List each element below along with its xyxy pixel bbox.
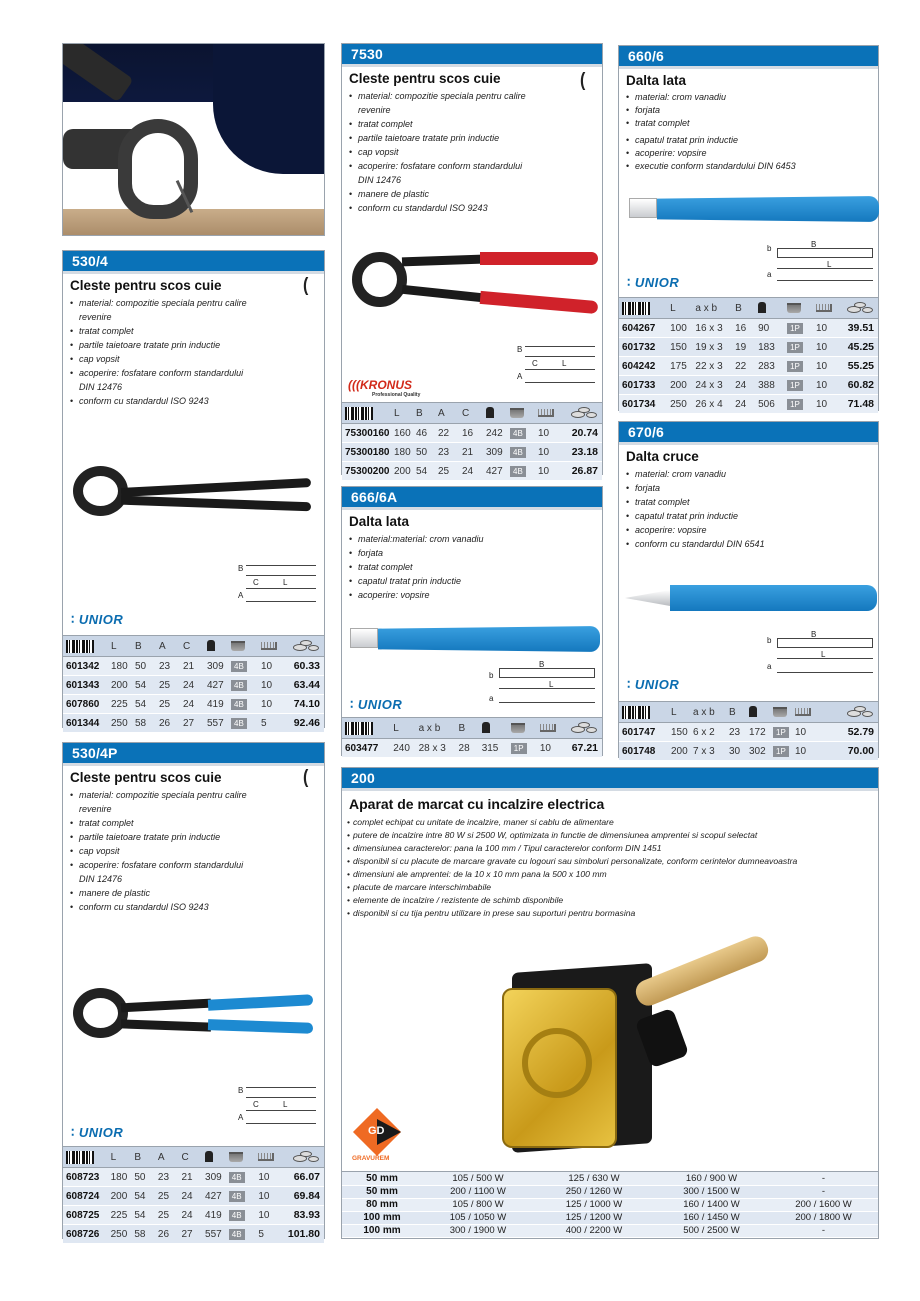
table-row: 75300200 200 54 25 24 427 4B 10 26.87 [342, 462, 602, 481]
feature-item: • material: compozitie speciala pentru calire revenire [349, 89, 602, 117]
unior-logo: ∶ UNIOR [627, 677, 680, 692]
dimension-diagram: b B L a [487, 662, 599, 714]
feature-item: • tratat complet [349, 560, 602, 574]
feature-item: • executie conform standardului DIN 6453 [626, 160, 878, 173]
table-row: 75300180 180 50 23 21 309 4B 10 23.18 [342, 443, 602, 462]
table-row: 608725 225 54 25 24 419 4B 10 83.93 [63, 1206, 324, 1225]
table-row: 601748 200 7 x 3 30 302 1P 10 70.00 [619, 742, 878, 761]
product-code-header: 660/6 [619, 46, 878, 66]
pincers-image [73, 461, 313, 521]
coins-icon [569, 721, 599, 735]
feature-item: • dimensiuni ale amprentei: de la 10 x 10 mm pana la 500 x 100 mm [347, 868, 878, 881]
pincers-red-handles-image [352, 244, 597, 319]
power-table [342, 1172, 878, 1238]
dimension-diagram: b B L a [765, 242, 877, 292]
package-icon [229, 1152, 243, 1162]
product-title: Cleste pentru scos cuie [70, 278, 222, 293]
feature-item: • tratat complet [349, 117, 602, 131]
quantity-icon [258, 1153, 274, 1161]
table-row: 608724 200 54 25 24 427 4B 10 69.84 [63, 1187, 324, 1206]
gravurem-logo: GD GRAVUREM [352, 1115, 412, 1165]
table-row: 601342 180 50 23 21 309 4B 10 60.33 [63, 657, 324, 676]
feature-item: • acoperire: fosfatare conform standardului DIN 12476 [349, 159, 602, 187]
package-icon [787, 303, 801, 313]
branding-iron-image [502, 918, 762, 1158]
barcode-icon [66, 1151, 94, 1164]
table-row: 608723 180 50 23 21 309 4B 10 66.07 [63, 1168, 324, 1187]
dimension-diagram: B C L A [238, 1083, 318, 1135]
table-row: 100 mm 105 / 1050 W 125 / 1200 W 160 / 1450 W 200 / 1800 W [342, 1211, 878, 1224]
quantity-icon [538, 409, 554, 417]
weight-icon [758, 302, 766, 313]
spec-table: L B A C 75300160 160 46 22 16 242 4B 10 20.74 75300180 180 50 23 21 309 4B 10 23.18 75300200 200 54 25 24 427 4B 10 26.87 [342, 402, 602, 481]
feature-item: • tratat complet [70, 816, 324, 830]
coins-icon [291, 639, 321, 653]
product-card-200 [341, 767, 879, 1239]
coins-icon [569, 406, 599, 420]
product-code-header: 666/6A [342, 487, 602, 507]
feature-item: • elemente de incalzire / rezistente de schimb disponibile [347, 894, 878, 907]
feature-item: • manere de plastic [349, 187, 602, 201]
package-icon [773, 707, 787, 717]
quantity-icon [795, 708, 811, 716]
dimension-diagram: B C L A [238, 561, 318, 613]
table-row: 601344 250 58 26 27 557 4B 5 92.46 [63, 714, 324, 733]
quantity-icon [261, 642, 277, 650]
bracket-icon: ( [303, 767, 309, 788]
table-row: 601343 200 54 25 24 427 4B 10 63.44 [63, 676, 324, 695]
product-card-530-4p [62, 742, 325, 1239]
product-card-660-6 [618, 45, 879, 411]
product-code-header: 530/4P [63, 743, 324, 763]
table-row: 100 mm 300 / 1900 W 400 / 2200 W 500 / 2500 W - [342, 1224, 878, 1237]
feature-item: • manere de plastic [70, 886, 324, 900]
unior-logo: ∶ UNIOR [627, 275, 680, 290]
feature-item: • tratat complet [626, 117, 878, 130]
table-row: 601733 200 24 x 3 24 388 1P 10 60.82 [619, 376, 878, 395]
feature-list [342, 812, 878, 920]
feature-list [619, 88, 878, 173]
feature-item: • disponibil si cu tija pentru utilizare in prese sau suporturi pentru bormasina [347, 907, 878, 920]
product-title: Dalta cruce [626, 449, 699, 464]
weight-icon [749, 706, 757, 717]
feature-item: • acoperire: fosfatare conform standardului DIN 12476 [70, 858, 324, 886]
quantity-icon [816, 304, 832, 312]
feature-item: • conform cu standardul DIN 6541 [626, 537, 878, 551]
feature-item: • cap vopsit [349, 145, 602, 159]
table-row: 80 mm 105 / 800 W 125 / 1000 W 160 / 1400 W 200 / 1600 W [342, 1198, 878, 1211]
feature-item: • complet echipat cu unitate de incalzire, maner si cablu de alimentare [347, 816, 878, 829]
barcode-icon [345, 407, 373, 420]
feature-item: • partile taietoare tratate prin inductie [70, 830, 324, 844]
product-code-header: 670/6 [619, 422, 878, 442]
feature-item: • forjata [626, 481, 878, 495]
feature-item: • capatul tratat prin inductie [626, 134, 878, 147]
unior-logo: ∶ UNIOR [350, 697, 403, 712]
table-row: 50 mm 200 / 1100 W 250 / 1260 W 300 / 1500 W - [342, 1185, 878, 1198]
product-card-666-6a [341, 486, 603, 756]
pincers-blue-handles-image [73, 983, 313, 1043]
feature-list [619, 464, 878, 551]
dimension-diagram: B C L A [517, 342, 597, 394]
table-row: 601732 150 19 x 3 19 183 1P 10 45.25 [619, 338, 878, 357]
flat-chisel-image [350, 624, 600, 654]
weight-icon [207, 640, 215, 651]
feature-item: • tratat complet [626, 495, 878, 509]
unior-logo: ∶ UNIOR [71, 612, 124, 627]
feature-item: • placute de marcare interschimbabile [347, 881, 878, 894]
feature-item: • conform cu standardul ISO 9243 [70, 900, 324, 914]
flat-chisel-image [629, 194, 879, 224]
quantity-icon [540, 724, 556, 732]
coins-icon [845, 301, 875, 315]
feature-item: • acoperire: vopsire [349, 588, 602, 602]
table-row: 601734 250 26 x 4 24 506 1P 10 71.48 [619, 395, 878, 414]
table-row: 75300160 160 46 22 16 242 4B 10 20.74 [342, 424, 602, 443]
spec-table: L a x b B 603477 240 28 x 3 28 315 1P 10 67.21 [342, 717, 602, 758]
weight-icon [482, 722, 490, 733]
package-icon [231, 641, 245, 651]
feature-item: • material: compozitie speciala pentru calire revenire [70, 296, 324, 324]
product-code-header: 7530 [342, 44, 602, 64]
product-title: Dalta lata [349, 514, 410, 529]
product-code-header: 200 [342, 768, 878, 788]
feature-item: • putere de incalzire intre 80 W si 2500 W, optimizata in functie de dimensiunea amprentei si scopul selectat [347, 829, 878, 842]
spec-table: L B A C 601342 180 50 23 21 309 4B 10 60.33 601343 200 54 25 24 427 4B 10 63.44 607860 225 54 25 24 419 4B 10 74.10 601344 250 58 26 27 557 4B 5 92.46 [63, 635, 324, 733]
spec-table: L a x b B 604267 100 16 x 3 16 90 1P 10 39.51 601732 150 19 x 3 19 183 1P 10 45.25 604242 175 22 x 3 22 283 1P 10 55.25 601733 200 24 x 3 24 388 1P 10 60.82 601734 250 26 x 4 24 506 1P 10 71.48 [619, 297, 878, 414]
feature-item: • acoperire: fosfatare conform standardului DIN 12476 [70, 366, 324, 394]
dimension-diagram: b B L a [765, 632, 877, 682]
table-row: 607860 225 54 25 24 419 4B 10 74.10 [63, 695, 324, 714]
table-row: 603477 240 28 x 3 28 315 1P 10 67.21 [342, 739, 602, 758]
product-title: Cleste pentru scos cuie [349, 71, 501, 86]
barcode-icon [622, 302, 650, 315]
package-icon [510, 408, 524, 418]
feature-list [63, 785, 324, 914]
barcode-icon [622, 706, 650, 719]
feature-item: • conform cu standardul ISO 9243 [349, 201, 602, 215]
table-row: 604267 100 16 x 3 16 90 1P 10 39.51 [619, 319, 878, 338]
feature-list [63, 293, 324, 408]
barcode-icon [345, 722, 373, 735]
table-row: 604242 175 22 x 3 22 283 1P 10 55.25 [619, 357, 878, 376]
barcode-icon [66, 640, 94, 653]
feature-item: • dimensiunea caracterelor: pana la 100 mm / Tipul caracterelor conform DIN 1451 [347, 842, 878, 855]
product-title: Dalta lata [626, 73, 687, 88]
bracket-icon: ( [580, 70, 586, 91]
coins-icon [291, 1150, 321, 1164]
feature-item: • capatul tratat prin inductie [626, 509, 878, 523]
feature-item: • forjata [626, 104, 878, 117]
product-title: Cleste pentru scos cuie [70, 770, 222, 785]
weight-icon [486, 407, 494, 418]
feature-item: • cap vopsit [70, 844, 324, 858]
table-row: 608726 250 58 26 27 557 4B 5 101.80 [63, 1225, 324, 1244]
feature-list [342, 529, 602, 602]
feature-item: • conform cu standardul ISO 9243 [70, 394, 324, 408]
product-title: Aparat de marcat cu incalzire electrica [349, 796, 605, 812]
spec-table: L B A C 608723 180 50 23 21 309 4B 10 66.07 608724 200 54 25 24 427 4B 10 69.84 608725 225 54 25 24 419 4B 10 83.93 608726 250 58 26 27 557 4B 5 101.80 [63, 1146, 324, 1244]
kronus-logo: (((KRONUS Professional Quality [348, 378, 421, 398]
feature-item: • forjata [349, 546, 602, 560]
feature-item: • acoperire: vopsire [626, 523, 878, 537]
feature-item: • material:material: crom vanadiu [349, 532, 602, 546]
feature-item: • partile taietoare tratate prin inductie [70, 338, 324, 352]
feature-item: • disponibil si cu placute de marcare gravate cu logouri sau simboluri personalizate, conform cerintelor dumneavoastra [347, 855, 878, 868]
product-code-header: 530/4 [63, 251, 324, 271]
weight-icon [205, 1151, 213, 1162]
product-card-530-4 [62, 250, 325, 728]
product-card-670-6 [618, 421, 879, 758]
cross-chisel-image [625, 584, 877, 612]
product-card-7530 [341, 43, 603, 475]
spec-table: L a x b B 601747 150 6 x 2 23 172 1P 10 52.79 601748 200 7 x 3 30 302 1P 10 70.00 [619, 701, 878, 761]
feature-item: • cap vopsit [70, 352, 324, 366]
unior-logo: ∶ UNIOR [71, 1125, 124, 1140]
table-row: 50 mm 105 / 500 W 125 / 630 W 160 / 900 W - [342, 1172, 878, 1185]
feature-item: • tratat complet [70, 324, 324, 338]
feature-item: • material: compozitie speciala pentru calire revenire [70, 788, 324, 816]
coins-icon [845, 705, 875, 719]
package-icon [511, 723, 525, 733]
feature-item: • capatul tratat prin inductie [349, 574, 602, 588]
feature-item: • partile taietoare tratate prin inductie [349, 131, 602, 145]
feature-item: • material: crom vanadiu [626, 467, 878, 481]
bracket-icon: ( [303, 275, 309, 296]
product-photo-pincers [62, 43, 325, 236]
feature-item: • material: crom vanadiu [626, 91, 878, 104]
feature-item: • acoperire: vopsire [626, 147, 878, 160]
table-row: 601747 150 6 x 2 23 172 1P 10 52.79 [619, 723, 878, 742]
feature-list [342, 86, 602, 215]
